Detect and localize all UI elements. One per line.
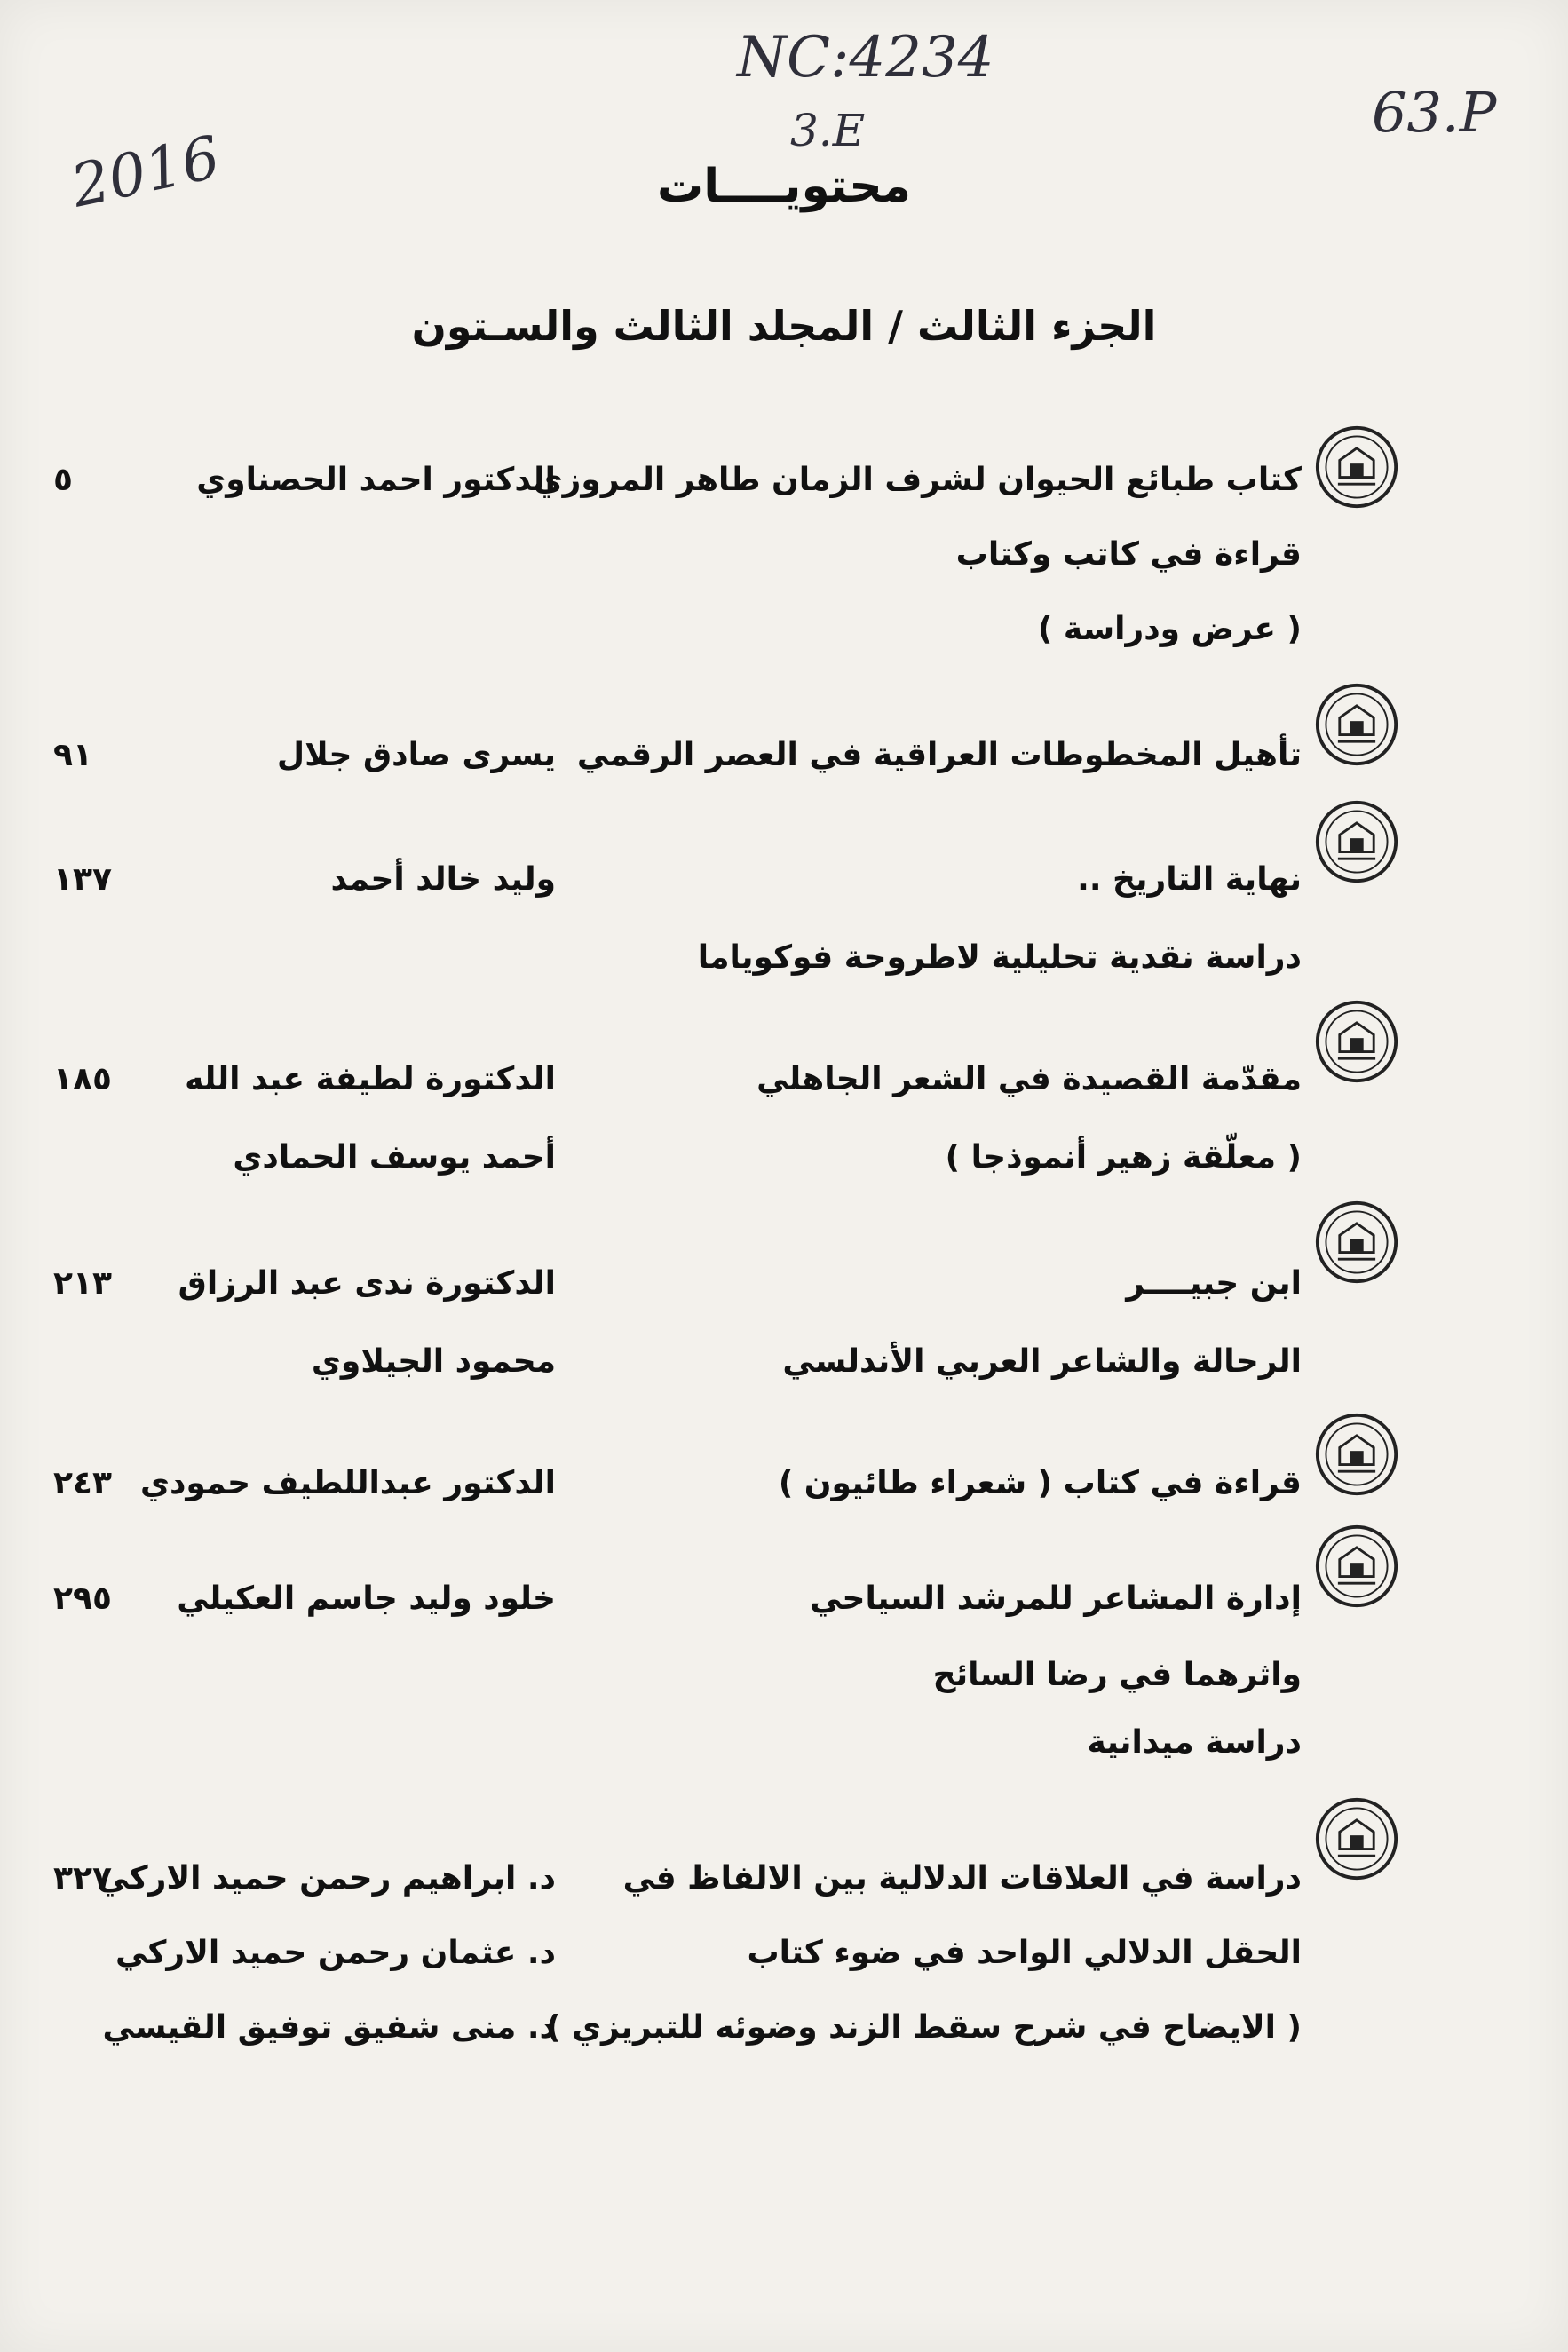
entry-author: خلود وليد جاسم العكيلي — [177, 1580, 556, 1617]
handwritten-page-ref: 63.P — [1372, 80, 1497, 145]
entry-title-line: قراءة في كتاب ( شعراء طائيون ) — [778, 1465, 1302, 1501]
entry-page-number: ١٨٥ — [53, 1061, 112, 1097]
entry-page-number: ٣٢٧ — [53, 1860, 112, 1897]
entry-title-line: ( معلّقة زهير أنموذجا ) — [945, 1139, 1302, 1176]
entry-author: الدكتور عبداللطيف حمودي — [139, 1465, 556, 1501]
entry-title-line: تأهيل المخطوطات العراقية في العصر الرقمي — [576, 737, 1302, 773]
entry-page-number: ٢١٣ — [53, 1265, 112, 1302]
entry-author: يسرى صادق جلال — [276, 737, 556, 773]
entry-page-number: ١٣٧ — [53, 861, 112, 898]
entry-author: الدكتورة لطيفة عبد الله — [185, 1061, 556, 1097]
entry-title-line: كتاب طبائع الحيوان لشرف الزمان طاهر المروزي — [533, 462, 1302, 498]
university-seal-icon — [1314, 999, 1399, 1084]
entry-author: الدكتورة ندى عبد الرزاق — [178, 1265, 556, 1302]
entry-author: د. منى شفيق توفيق القيسي — [102, 2009, 556, 2046]
entry-page-number: ٢٤٣ — [53, 1465, 112, 1501]
university-seal-icon — [1314, 424, 1399, 510]
entry-author: أحمد يوسف الحمادي — [233, 1139, 556, 1176]
university-seal-icon — [1314, 1524, 1399, 1609]
entry-title-line: ( عرض ودراسة ) — [1037, 611, 1302, 647]
handwritten-call-number: NC:4234 — [737, 25, 994, 91]
entry-title-line: دراسة ميدانية — [1087, 1724, 1302, 1761]
entry-title-line: قراءة في كاتب وكتاب — [955, 536, 1302, 573]
university-seal-icon — [1314, 799, 1399, 884]
entry-title-line: ( الايضاح في شرح سقط الزند وضوئه للتبريزي ) — [546, 2009, 1302, 2046]
page-title: محتويــــات — [657, 160, 911, 213]
entry-page-number: ٩١ — [53, 737, 92, 773]
handwritten-year: 2016 — [65, 123, 226, 221]
entry-author: وليد خالد أحمد — [330, 861, 556, 898]
entry-author: د. عثمان رحمن حميد الاركي — [115, 1935, 556, 1971]
entry-author: الدكتور احمد الحصناوي — [196, 462, 556, 498]
entry-title-line: واثرهما في رضا السائح — [932, 1657, 1302, 1693]
entry-author: محمود الجيلاوي — [311, 1343, 556, 1380]
entry-title-line: نهاية التاريخ .. — [1077, 861, 1302, 898]
university-seal-icon — [1314, 1796, 1399, 1881]
handwritten-sub-number: 3.E — [790, 105, 866, 156]
entry-title-line: الحقل الدلالي الواحد في ضوء كتاب — [747, 1935, 1302, 1971]
entry-author: د. ابراهيم رحمن حميد الاركي — [97, 1860, 556, 1897]
volume-subtitle: الجزء الثالث / المجلد الثالث والسـتون — [411, 302, 1157, 350]
entry-page-number: ٥ — [53, 462, 73, 498]
entry-title-line: ابن جبيــــر — [1126, 1265, 1302, 1302]
entry-title-line: مقدّمة القصيدة في الشعر الجاهلي — [756, 1061, 1302, 1097]
university-seal-icon — [1314, 682, 1399, 767]
entry-title-line: دراسة في العلاقات الدلالية بين الالفاظ في — [622, 1860, 1302, 1897]
university-seal-icon — [1314, 1412, 1399, 1497]
entry-title-line: إدارة المشاعر للمرشد السياحي — [810, 1580, 1302, 1617]
entry-title-line: دراسة نقدية تحليلية لاطروحة فوكوياما — [697, 939, 1302, 976]
entry-page-number: ٢٩٥ — [53, 1580, 112, 1617]
university-seal-icon — [1314, 1200, 1399, 1285]
entry-title-line: الرحالة والشاعر العربي الأندلسي — [782, 1343, 1302, 1380]
